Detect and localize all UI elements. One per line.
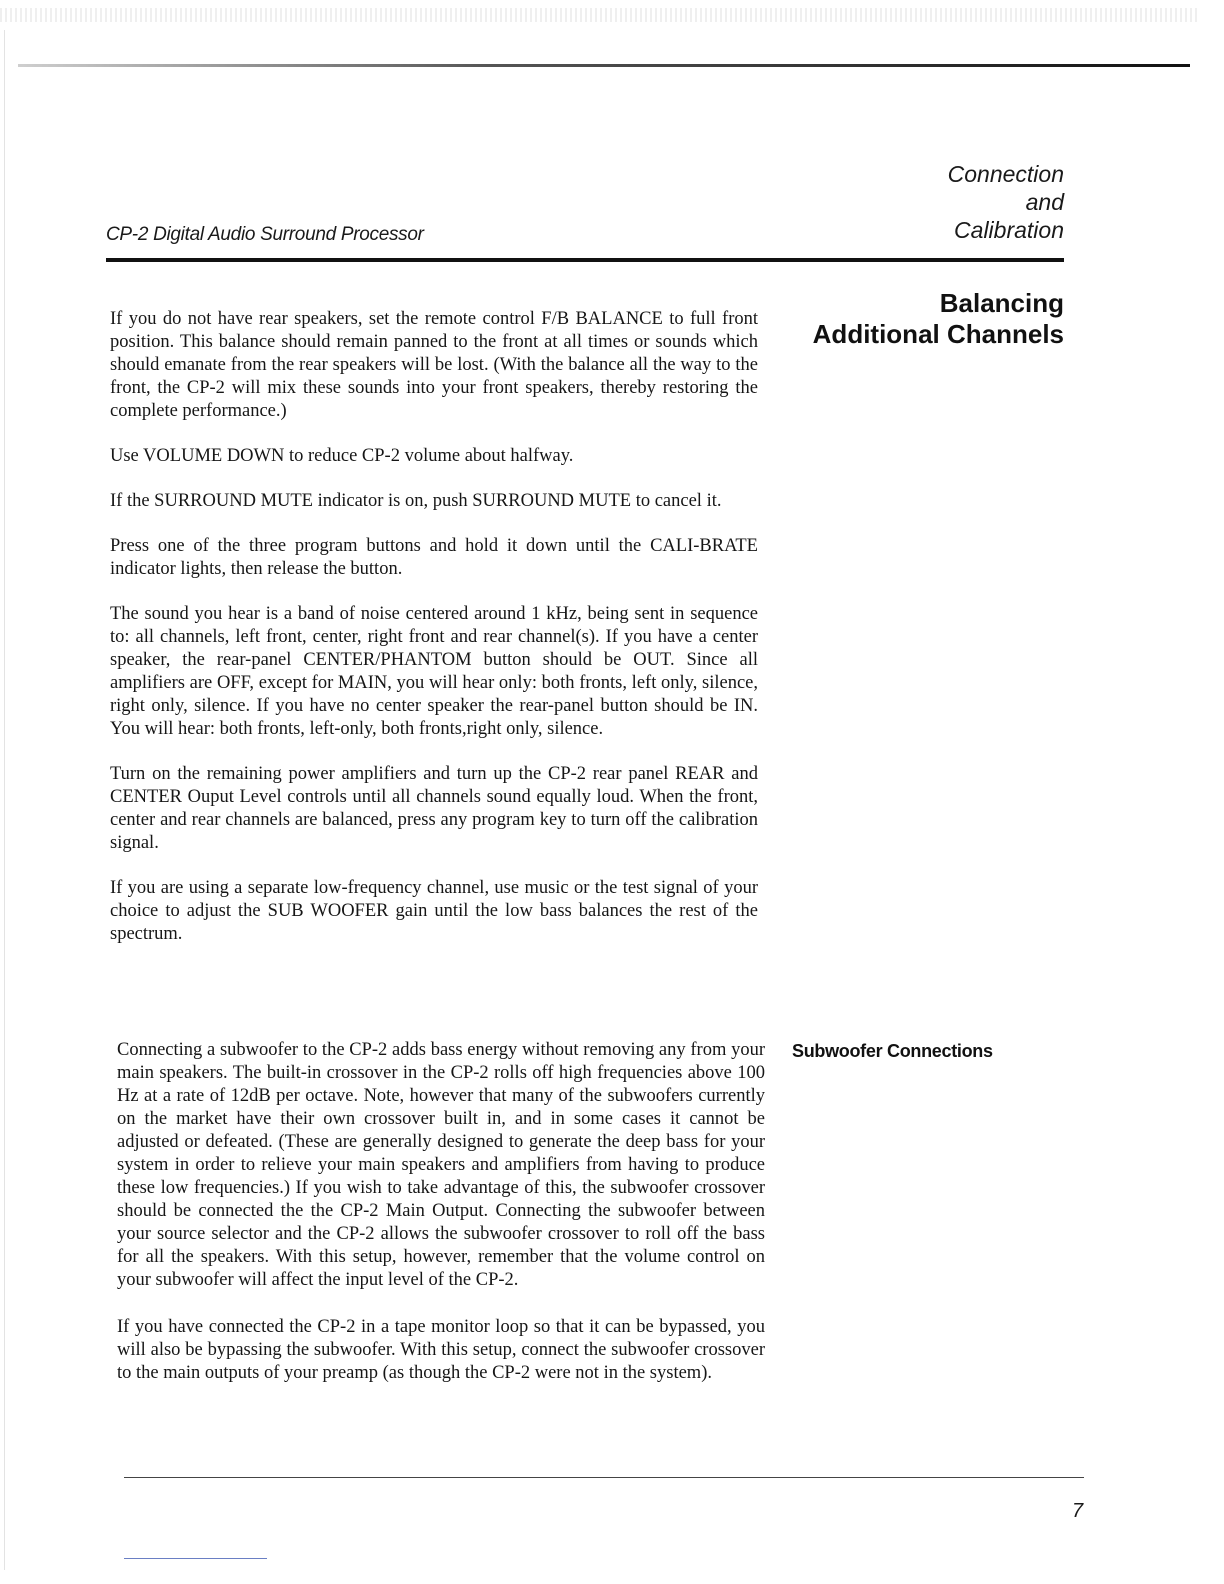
paragraph: If the SURROUND MUTE indicator is on, push SURROUND MUTE to cancel it. xyxy=(110,491,722,511)
balancing-heading-line: Balancing xyxy=(939,288,1064,318)
paragraph: Connecting a subwoofer to the CP-2 adds bass energy without removing any from your main speakers. The built-in crossover in the CP-2 rolls off high frequencies above 100 Hz at a rate of 12dB per octave. Note, however that many of the subwoofers currently on the market have their own crossover built in, and in some cases it cannot be adjusted or defeated. (These are generally designed to generate the deep bass for your system in order to relieve your main speakers and amplifiers from having to produce these low frequencies.) If you wish to take advantage of this, the subwoofer crossover should be connected the the CP-2 Main Output. Connecting the subwoofer between your source selector and the CP-2 allows the subwoofer crossover to roll off the bass for all the speakers. With this setup, however, remember that the volume control on your subwoofer will affect the input level of the CP-2. xyxy=(117,1040,765,1290)
paragraph: The sound you hear is a band of noise centered around 1 kHz, being sent in sequence to: all channels, left front, center, right front and rear channel(s). If you have a center speaker, the rear-panel CENTER/PHANTOM button should be OUT. Since all amplifiers are OFF, except for MAIN, you will hear only: both fronts, left only, silence, right only, silence. If you have no center speaker the rear-panel button should be IN. You will hear: both fronts, left-only, both fronts,right only, silence. xyxy=(110,604,758,739)
subwoofer-body xyxy=(117,1039,765,1409)
balancing-body xyxy=(110,308,758,968)
header-rule xyxy=(106,258,1064,262)
chapter-title-line: and xyxy=(1025,189,1064,215)
paragraph: Turn on the remaining power amplifiers and turn up the CP-2 rear panel REAR and CENTER Ouput Level controls until all channels sound equally loud. When the front, center and rear channels are balanced, press any program key to turn off the calibration signal. xyxy=(110,764,758,853)
page-number: 7 xyxy=(1072,1500,1084,1522)
balancing-heading xyxy=(813,288,1064,350)
chapter-title-line: Calibration xyxy=(954,217,1064,243)
chapter-title xyxy=(948,160,1064,244)
balancing-heading-line: Additional Channels xyxy=(812,319,1064,349)
scan-bottom-mark xyxy=(124,1558,267,1559)
top-rule xyxy=(18,64,1190,67)
paragraph: If you have connected the CP-2 in a tape monitor loop so that it can be bypassed, you will also be bypassing the subwoofer. With this setup, connect the subwoofer crossover to the main outputs of your preamp (as though the CP-2 were not in the system). xyxy=(117,1317,765,1383)
paragraph: If you are using a separate low-frequency channel, use music or the test signal of your choice to adjust the SUB WOOFER gain until the low bass balances the rest of the spectrum. xyxy=(110,878,758,944)
footer-rule xyxy=(124,1477,1084,1478)
chapter-title-line: Connection xyxy=(947,161,1064,187)
scan-edge-speckle xyxy=(0,8,1200,22)
paragraph: If you do not have rear speakers, set the remote control F/B BALANCE to full front position. This balance should remain panned to the front at all times or sounds which should emanate from the rear speakers will be lost. (With the balance all the way to the front, the CP-2 will mix these sounds into your front speakers, thereby restoring the complete performance.) xyxy=(110,309,758,421)
paragraph: Press one of the three program buttons and hold it down until the CALI-BRATE indicator lights, then release the button. xyxy=(110,536,758,579)
subwoofer-heading: Subwoofer Connections xyxy=(792,1041,993,1061)
scan-margin-line xyxy=(4,30,5,1570)
paragraph: Use VOLUME DOWN to reduce CP-2 volume about halfway. xyxy=(110,446,574,466)
product-title: CP-2 Digital Audio Surround Processor xyxy=(106,224,424,245)
